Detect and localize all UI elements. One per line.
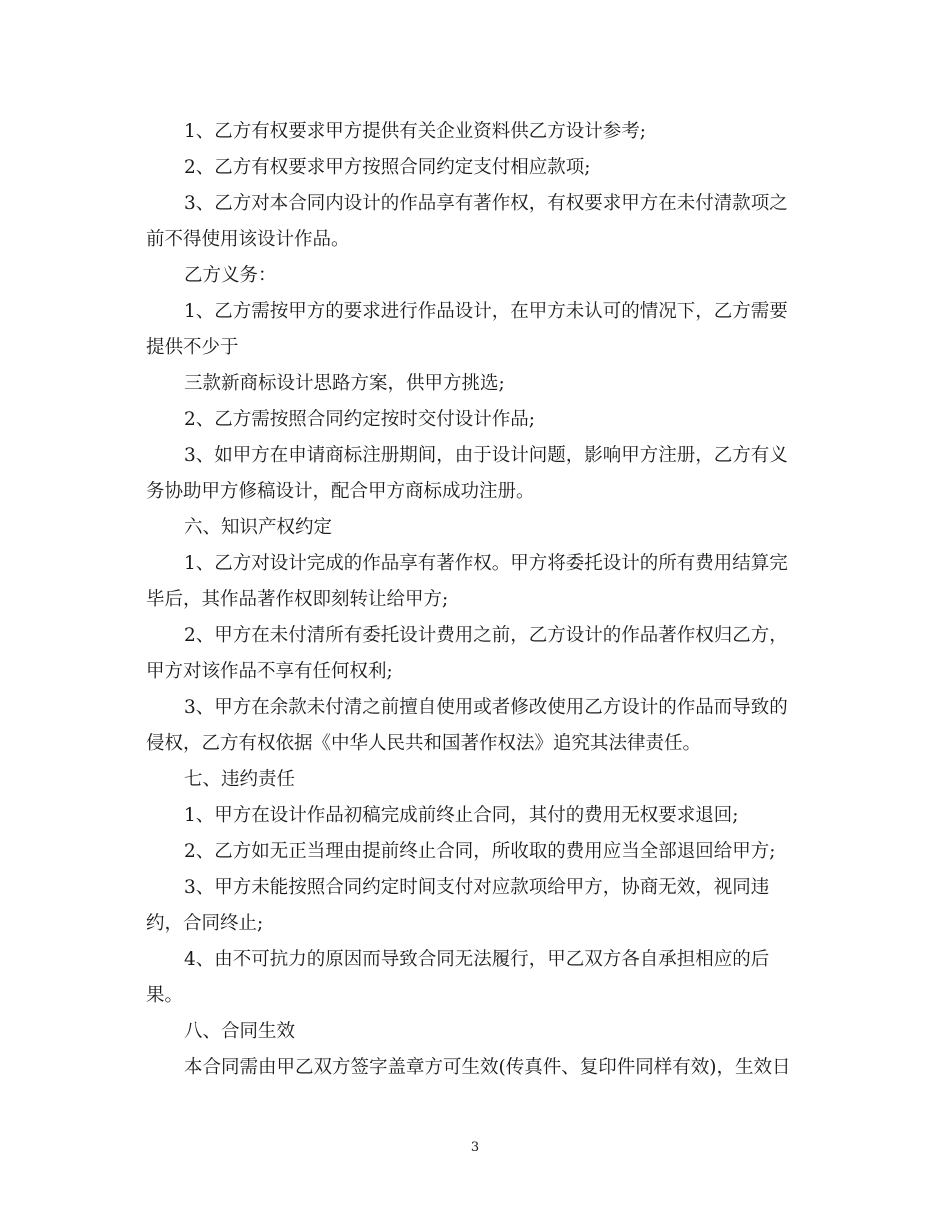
text-line: 4、由不可抗力的原因而导致合同无法履行，甲乙双方各自承担相应的后 xyxy=(184,949,770,970)
text-line: 3、如甲方在申请商标注册期间，由于设计问题，影响甲方注册，乙方有义 xyxy=(184,445,788,466)
text-line: 提供不少于 xyxy=(146,337,239,358)
page-number: 3 xyxy=(470,1140,480,1155)
section-heading: 六、知识产权约定 xyxy=(184,517,333,538)
text-line: 2、乙方需按照合同约定按时交付设计作品; xyxy=(184,409,536,430)
text-line: 3、甲方在余款未付清之前擅自使用或者修改使用乙方设计的作品而导致的 xyxy=(184,697,788,718)
text-line: 3、甲方未能按照合同约定时间支付对应款项给甲方，协商无效，视同违 xyxy=(184,877,770,898)
text-line: 1、乙方需按甲方的要求进行作品设计，在甲方未认可的情况下，乙方需要 xyxy=(184,301,788,322)
text-line: 毕后，其作品著作权即刻转让给甲方; xyxy=(146,589,449,610)
text-line: 1、甲方在设计作品初稿完成前终止合同，其付的费用无权要求退回; xyxy=(184,805,739,826)
text-line: 务协助甲方修稿设计，配合甲方商标成功注册。 xyxy=(146,481,535,502)
section-heading: 八、合同生效 xyxy=(184,1021,296,1042)
text-line: 约，合同终止; xyxy=(146,913,264,934)
text-line: 2、乙方有权要求甲方按照合同约定支付相应款项; xyxy=(184,157,591,178)
text-line: 前不得使用该设计作品。 xyxy=(146,229,350,250)
section-heading: 七、违约责任 xyxy=(184,769,296,790)
text-line: 三款新商标设计思路方案，供甲方挑选; xyxy=(184,373,505,394)
text-line: 果。 xyxy=(146,985,184,1006)
text-line: 1、乙方有权要求甲方提供有关企业资料供乙方设计参考; xyxy=(184,121,647,142)
text-line: 侵权，乙方有权依据《中华人民共和国著作权法》追究其法律责任。 xyxy=(146,733,702,754)
text-line: 本合同需由甲乙双方签字盖章方可生效(传真件、复印件同样有效)，生效日 xyxy=(184,1057,791,1078)
text-line: 甲方对该作品不享有任何权利; xyxy=(146,661,393,682)
section-heading: 乙方义务： xyxy=(184,265,277,286)
text-line: 3、乙方对本合同内设计的作品享有著作权，有权要求甲方在未付清款项之 xyxy=(184,193,788,214)
text-line: 2、甲方在未付清所有委托设计费用之前，乙方设计的作品著作权归乙方， xyxy=(184,625,788,646)
text-line: 2、乙方如无正当理由提前终止合同，所收取的费用应当全部退回给甲方; xyxy=(184,841,776,862)
text-line: 1、乙方对设计完成的作品享有著作权。甲方将委托设计的所有费用结算完 xyxy=(184,553,788,574)
